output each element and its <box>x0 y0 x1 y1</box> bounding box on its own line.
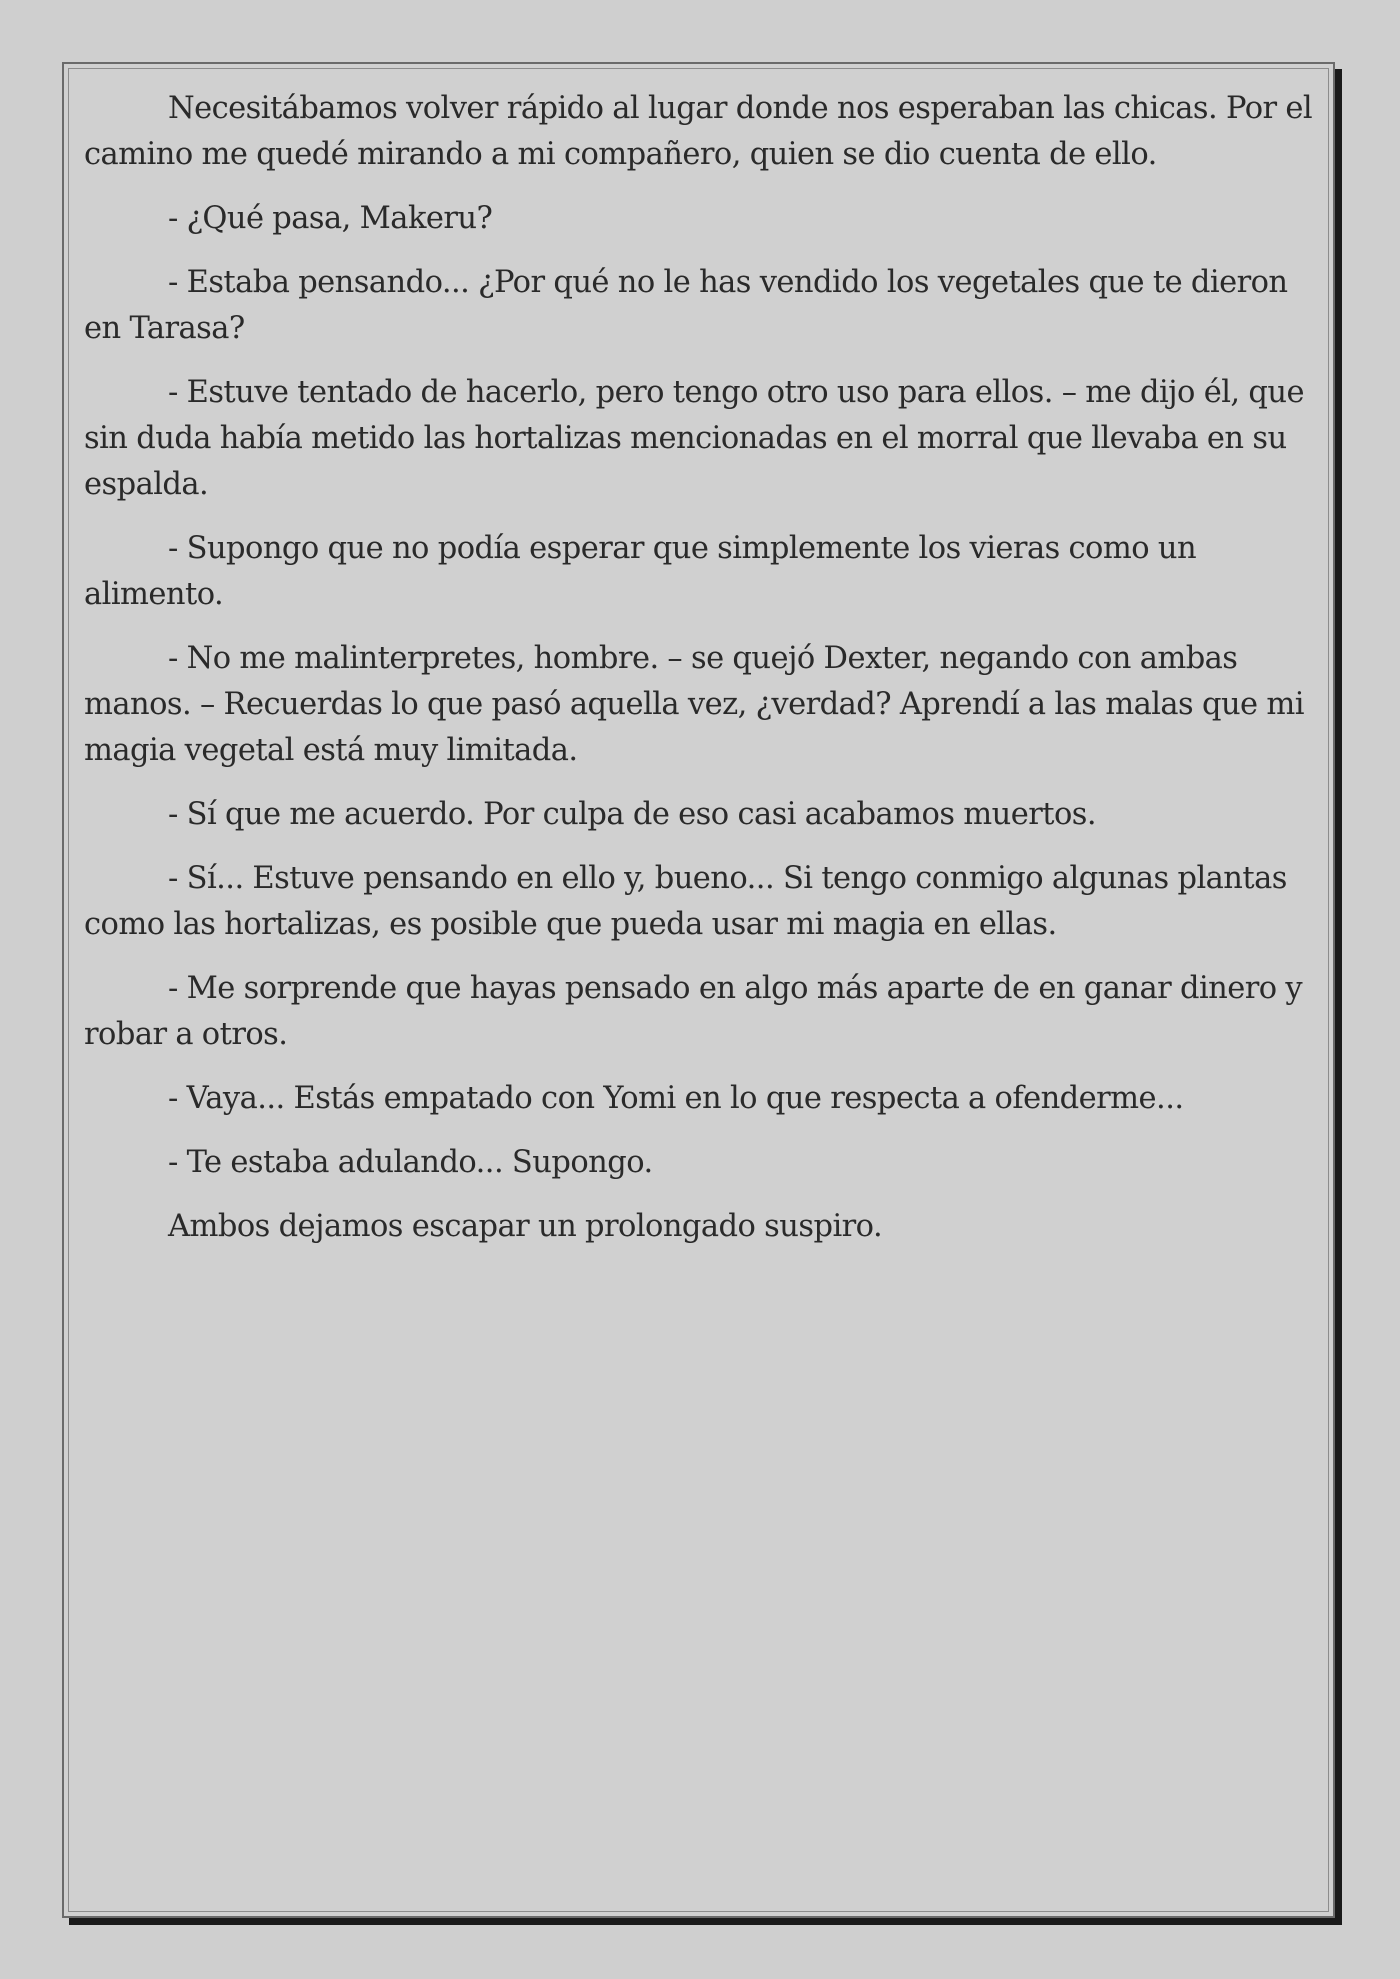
paragraph: Necesitábamos volver rápido al lugar donde nos esperaban las chicas. Por el camino me quedé mirando a mi compañero, quien se dio cuenta de ello. <box>84 91 1313 172</box>
paragraph: Ambos dejamos escapar un prolongado suspiro. <box>168 1209 883 1244</box>
paragraph: - Estuve tentado de hacerlo, pero tengo otro uso para ellos. – me dijo él, que sin duda había metido las hortalizas mencionadas en el morral que llevaba en su espalda. <box>84 375 1304 502</box>
paragraph: - No me malinterpretes, hombre. – se quejó Dexter, negando con ambas manos. – Recuerdas lo que pasó aquella vez, ¿verdad? Aprendí a las malas que mi magia vegetal está muy limitada. <box>84 641 1304 768</box>
page-text <box>84 86 1316 1268</box>
paragraph: - Me sorprende que hayas pensado en algo más aparte de en ganar dinero y robar a otros. <box>84 971 1303 1052</box>
paragraph: - Sí... Estuve pensando en ello y, bueno... Si tengo conmigo algunas plantas como las hortalizas, es posible que pueda usar mi magia en ellas. <box>84 861 1287 942</box>
paragraph: - ¿Qué pasa, Makeru? <box>168 201 493 236</box>
document-page <box>62 62 1335 1918</box>
paragraph: - Supongo que no podía esperar que simplemente los vieras como un alimento. <box>84 531 1197 612</box>
paragraph: - Te estaba adulando... Supongo. <box>168 1145 653 1180</box>
paragraph: - Sí que me acuerdo. Por culpa de eso casi acabamos muertos. <box>168 797 1097 832</box>
paragraph: - Estaba pensando... ¿Por qué no le has vendido los vegetales que te dieron en Tarasa? <box>84 265 1288 346</box>
paragraph: - Vaya... Estás empatado con Yomi en lo que respecta a ofenderme... <box>168 1081 1184 1116</box>
